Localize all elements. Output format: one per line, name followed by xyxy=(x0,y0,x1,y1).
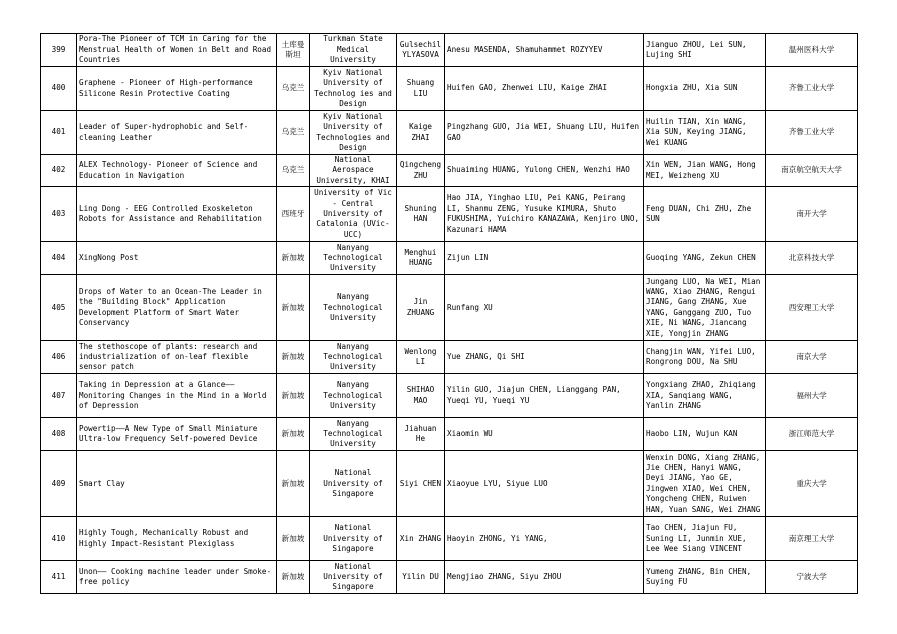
project-name-cell: Unon—— Cooking machine leader under Smoke-free policy xyxy=(77,561,277,594)
domestic-university-cell: 浙江师范大学 xyxy=(766,418,858,451)
country-cell: 新加坡 xyxy=(277,418,310,451)
country-cell: 新加坡 xyxy=(277,341,310,374)
domestic-university-cell: 齐鲁工业大学 xyxy=(766,67,858,111)
row-number-cell: 405 xyxy=(41,275,77,341)
mentors-cell: Xin WEN, Jian WANG, Hong MEI, Weizheng XU xyxy=(644,155,766,187)
team-leader-cell: Shuning HAN xyxy=(397,187,445,242)
team-leader-cell: Xin ZHANG xyxy=(397,517,445,561)
project-name-cell: Highly Tough, Mechanically Robust and Highly Impact-Resistant Plexiglass xyxy=(77,517,277,561)
university-cell: Nanyang Technological University xyxy=(310,374,397,418)
table-row xyxy=(41,341,858,374)
university-cell: Turkman State Medical University xyxy=(310,34,397,67)
team-leader-cell: Siyi CHEN xyxy=(397,451,445,517)
row-number-cell: 410 xyxy=(41,517,77,561)
table-row xyxy=(41,155,858,187)
project-name-cell: Graphene - Pioneer of High-performance Silicone Resin Protective Coating xyxy=(77,67,277,111)
team-leader-cell: Gulsechil YLYASOVA xyxy=(397,34,445,67)
university-cell: Nanyang Technological University xyxy=(310,418,397,451)
row-number-cell: 402 xyxy=(41,155,77,187)
team-leader-cell: SHIHAO MAO xyxy=(397,374,445,418)
university-cell: Kyiv National University of Technolog ies and Design xyxy=(310,67,397,111)
mentors-cell: Haobo LIN, Wujun KAN xyxy=(644,418,766,451)
row-number-cell: 409 xyxy=(41,451,77,517)
university-cell: National University of Singapore xyxy=(310,561,397,594)
project-name-cell: Powertip——A New Type of Small Miniature Ultra-low Frequency Self-powered Device xyxy=(77,418,277,451)
team-leader-cell: Qingcheng ZHU xyxy=(397,155,445,187)
project-name-cell: Drops of Water to an Ocean-The Leader in the "Building Block" Application Development Platform of Smart Water Conservancy xyxy=(77,275,277,341)
country-cell: 新加坡 xyxy=(277,561,310,594)
domestic-university-cell: 福州大学 xyxy=(766,374,858,418)
mentors-cell: Wenxin DONG, Xiang ZHANG, Jie CHEN, Hanyi WANG, Deyi JIANG, Yao GE, Jingwen XIAO, Wei CHEN, Yongcheng CHEN, Ruiwen HAN, Yuan SANG, Wei ZHANG xyxy=(644,451,766,517)
mentors-cell: Yumeng ZHANG, Bin CHEN, Suying FU xyxy=(644,561,766,594)
team-members-cell: Hao JIA, Yinghao LIU, Pei KANG, Peirang LI, Shanmu ZENG, Yusuke KIMURA, Shuto FUKUSHIMA, Yuichiro KANAZAWA, Kenjiro UNO, Kazunari HAMA xyxy=(445,187,644,242)
domestic-university-cell: 南京航空航天大学 xyxy=(766,155,858,187)
table-row xyxy=(41,187,858,242)
table-row xyxy=(41,418,858,451)
team-members-cell: Haoyin ZHONG, Yi YANG, xyxy=(445,517,644,561)
mentors-cell: Tao CHEN, Jiajun FU, Suning LI, Junmin XUE, Lee Wee Siang VINCENT xyxy=(644,517,766,561)
table-row xyxy=(41,374,858,418)
mentors-cell: Yongxiang ZHAO, Zhiqiang XIA, Sanqiang WANG, Yanlin ZHANG xyxy=(644,374,766,418)
row-number-cell: 411 xyxy=(41,561,77,594)
row-number-cell: 401 xyxy=(41,111,77,155)
table-body xyxy=(41,34,858,594)
team-leader-cell: Yilin DU xyxy=(397,561,445,594)
university-cell: Nanyang Technological University xyxy=(310,242,397,275)
project-name-cell: Pora-The Pioneer of TCM in Caring for the Menstrual Health of Women in Belt and Road Countries xyxy=(77,34,277,67)
table-row xyxy=(41,242,858,275)
university-cell: Nanyang Technological University xyxy=(310,341,397,374)
university-cell: National Aerospace University, KHAI xyxy=(310,155,397,187)
project-name-cell: Leader of Super-hydrophobic and Self-cleaning Leather xyxy=(77,111,277,155)
team-leader-cell: Wenlong LI xyxy=(397,341,445,374)
team-leader-cell: Jin ZHUANG xyxy=(397,275,445,341)
university-cell: Nanyang Technological University xyxy=(310,275,397,341)
country-cell: 土库曼斯坦 xyxy=(277,34,310,67)
row-number-cell: 403 xyxy=(41,187,77,242)
domestic-university-cell: 南开大学 xyxy=(766,187,858,242)
table-row xyxy=(41,275,858,341)
project-name-cell: Taking in Depression at a Glance——Monitoring Changes in the Mind in a World of Depression xyxy=(77,374,277,418)
team-leader-cell: Menghui HUANG xyxy=(397,242,445,275)
project-name-cell: Smart Clay xyxy=(77,451,277,517)
mentors-cell: Feng DUAN, Chi ZHU, Zhe SUN xyxy=(644,187,766,242)
project-table xyxy=(40,33,858,594)
row-number-cell: 399 xyxy=(41,34,77,67)
domestic-university-cell: 南京理工大学 xyxy=(766,517,858,561)
team-members-cell: Yilin GUO, Jiajun CHEN, Lianggang PAN, Yueqi YU, Yueqi YU xyxy=(445,374,644,418)
country-cell: 新加坡 xyxy=(277,275,310,341)
university-cell: University of Vic - Central University of Catalonia (UVic-UCC) xyxy=(310,187,397,242)
table-row xyxy=(41,111,858,155)
team-members-cell: Pingzhang GUO, Jia WEI, Shuang LIU, Huifen GAO xyxy=(445,111,644,155)
table-row xyxy=(41,34,858,67)
domestic-university-cell: 西安理工大学 xyxy=(766,275,858,341)
row-number-cell: 400 xyxy=(41,67,77,111)
team-members-cell: Yue ZHANG, Qi SHI xyxy=(445,341,644,374)
table-row xyxy=(41,67,858,111)
table-row xyxy=(41,517,858,561)
country-cell: 新加坡 xyxy=(277,451,310,517)
mentors-cell: Huilin TIAN, Xin WANG, Xia SUN, Keying JIANG, Wei KUANG xyxy=(644,111,766,155)
country-cell: 新加坡 xyxy=(277,242,310,275)
domestic-university-cell: 重庆大学 xyxy=(766,451,858,517)
country-cell: 新加坡 xyxy=(277,374,310,418)
domestic-university-cell: 齐鲁工业大学 xyxy=(766,111,858,155)
team-members-cell: Huifen GAO, Zhenwei LIU, Kaige ZHAI xyxy=(445,67,644,111)
team-members-cell: Runfang XU xyxy=(445,275,644,341)
team-leader-cell: Shuang LIU xyxy=(397,67,445,111)
country-cell: 乌克兰 xyxy=(277,67,310,111)
project-name-cell: XingNong Post xyxy=(77,242,277,275)
mentors-cell: Hongxia ZHU, Xia SUN xyxy=(644,67,766,111)
row-number-cell: 407 xyxy=(41,374,77,418)
country-cell: 乌克兰 xyxy=(277,155,310,187)
row-number-cell: 408 xyxy=(41,418,77,451)
country-cell: 新加坡 xyxy=(277,517,310,561)
domestic-university-cell: 南京大学 xyxy=(766,341,858,374)
project-name-cell: The stethoscope of plants: research and industrialization of on-leaf flexible sensor patch xyxy=(77,341,277,374)
mentors-cell: Guoqing YANG, Zekun CHEN xyxy=(644,242,766,275)
project-name-cell: Ling Dong - EEG Controlled Exoskeleton Robots for Assistance and Rehabilitation xyxy=(77,187,277,242)
table-row xyxy=(41,451,858,517)
domestic-university-cell: 北京科技大学 xyxy=(766,242,858,275)
team-members-cell: Shuaiming HUANG, Yulong CHEN, Wenzhi HAO xyxy=(445,155,644,187)
team-members-cell: Zijun LIN xyxy=(445,242,644,275)
country-cell: 乌克兰 xyxy=(277,111,310,155)
mentors-cell: Changjin WAN, Yifei LUO, Rongrong DOU, Na SHU xyxy=(644,341,766,374)
mentors-cell: Jianguo ZHOU, Lei SUN, Lujing SHI xyxy=(644,34,766,67)
team-leader-cell: Jiahuan He xyxy=(397,418,445,451)
country-cell: 西班牙 xyxy=(277,187,310,242)
university-cell: National University of Singapore xyxy=(310,451,397,517)
team-members-cell: Mengjiao ZHANG, Siyu ZHOU xyxy=(445,561,644,594)
project-name-cell: ALEX Technology- Pioneer of Science and Education in Navigation xyxy=(77,155,277,187)
university-cell: National University of Singapore xyxy=(310,517,397,561)
team-members-cell: Xiaoyue LYU, Siyue LUO xyxy=(445,451,644,517)
domestic-university-cell: 宁波大学 xyxy=(766,561,858,594)
team-members-cell: Xiaomin WU xyxy=(445,418,644,451)
mentors-cell: Jungang LUO, Na WEI, Mian WANG, Xiao ZHANG, Rengui JIANG, Gang ZHANG, Xue YANG, Ganggang ZUO, Tuo XIE, Ni WANG, Jiancang XIE, Yongjin ZHANG xyxy=(644,275,766,341)
table-row xyxy=(41,561,858,594)
team-members-cell: Anesu MASENDA, Shamuhammet ROZYYEV xyxy=(445,34,644,67)
row-number-cell: 404 xyxy=(41,242,77,275)
row-number-cell: 406 xyxy=(41,341,77,374)
domestic-university-cell: 温州医科大学 xyxy=(766,34,858,67)
university-cell: Kyiv National University of Technologies and Design xyxy=(310,111,397,155)
team-leader-cell: Kaige ZHAI xyxy=(397,111,445,155)
